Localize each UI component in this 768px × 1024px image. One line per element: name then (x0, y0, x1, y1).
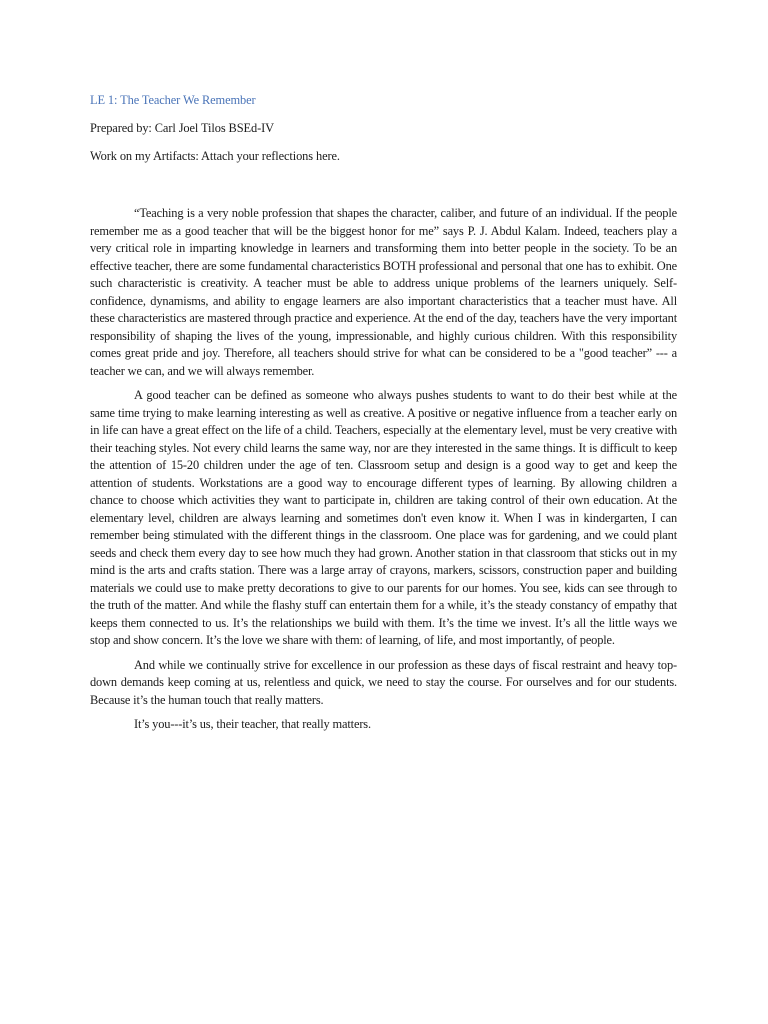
paragraph-2: A good teacher can be defined as someone who always pushes students to want to do their best while at the same time trying to make learning interesting as well as creative. A positive or negative influence from a teacher early on in life can have a great effect on the life of a child. Teachers, especially at the elementary level, must be very creative with their teaching styles. Not every child learns the same way, nor are they interested in the same things. It is difficult to keep the attention of 15-20 children under the age of ten. Classroom setup and design is a good way to get and keep the attention of students. Workstations are a good way to encourage different types of learning. By allowing children a chance to choose which activities they want to participate in, children are taking control of their own education. At the elementary level, children are always learning and sometimes don't even know it. When I was in kindergarten, I can remember being stimulated with the different things in the classroom. One place was for gardening, and we could plant seeds and check them every day to see how much they had grown. Another station in that classroom that sticks out in my mind is the arts and crafts station. There was a large array of crayons, markers, scissors, construction paper and building materials we could use to make pretty decorations to give to our parents for our homes. You see, kids can see through to the truth of the matter. And while the flashy stuff can entertain them for a while, it’s the steady constancy of empathy that keeps them connected to us. It’s the relationships we build with them. It’s the time we invest. It’s all the little ways we stop and show concern. It’s the love we share with them: of learning, of life, and most importantly, of people. (90, 388, 677, 647)
blank-line (90, 176, 677, 205)
paragraph-4: It’s you---it’s us, their teacher, that really matters. (134, 717, 371, 731)
document-body (90, 92, 677, 741)
document-title: LE 1: The Teacher We Remember (90, 93, 256, 107)
paragraph-3: And while we continually strive for excellence in our profession as these days of fiscal restraint and heavy top-down demands keep coming at us, relentless and quick, we need to stay the course. For ourselves and for our students. Because it’s the human touch that really matters. (90, 657, 677, 707)
instructions-line: Work on my Artifacts: Attach your reflections here. (90, 149, 340, 163)
prepared-by-line: Prepared by: Carl Joel Tilos BSEd-IV (90, 121, 274, 135)
paragraph-1: “Teaching is a very noble profession that shapes the character, caliber, and future of an individual. If the people remember me as a good teacher that will be the biggest honor for me” says P. J. Abdul Kalam. Indeed, teachers play a very critical role in imparting knowledge in learners and transforming them into better people in the society. To be an effective teacher, there are some fundamental characteristics BOTH professional and personal that one has to exhibit. One such characteristic is creativity. A teacher must be able to address unique problems of the learners uniquely. Self-confidence, dynamisms, and ability to engage learners are also important characteristics that a teacher must have. All these characteristics are mastered through practice and experience. At the end of the day, teachers have the very important responsibility of shaping the lives of the young, impressionable, and highly curious children. With this responsibility comes great pride and joy. Therefore, all teachers should strive for what can be considered to be a "good teacher” --- a teacher we can, and we will always remember. (90, 206, 677, 378)
